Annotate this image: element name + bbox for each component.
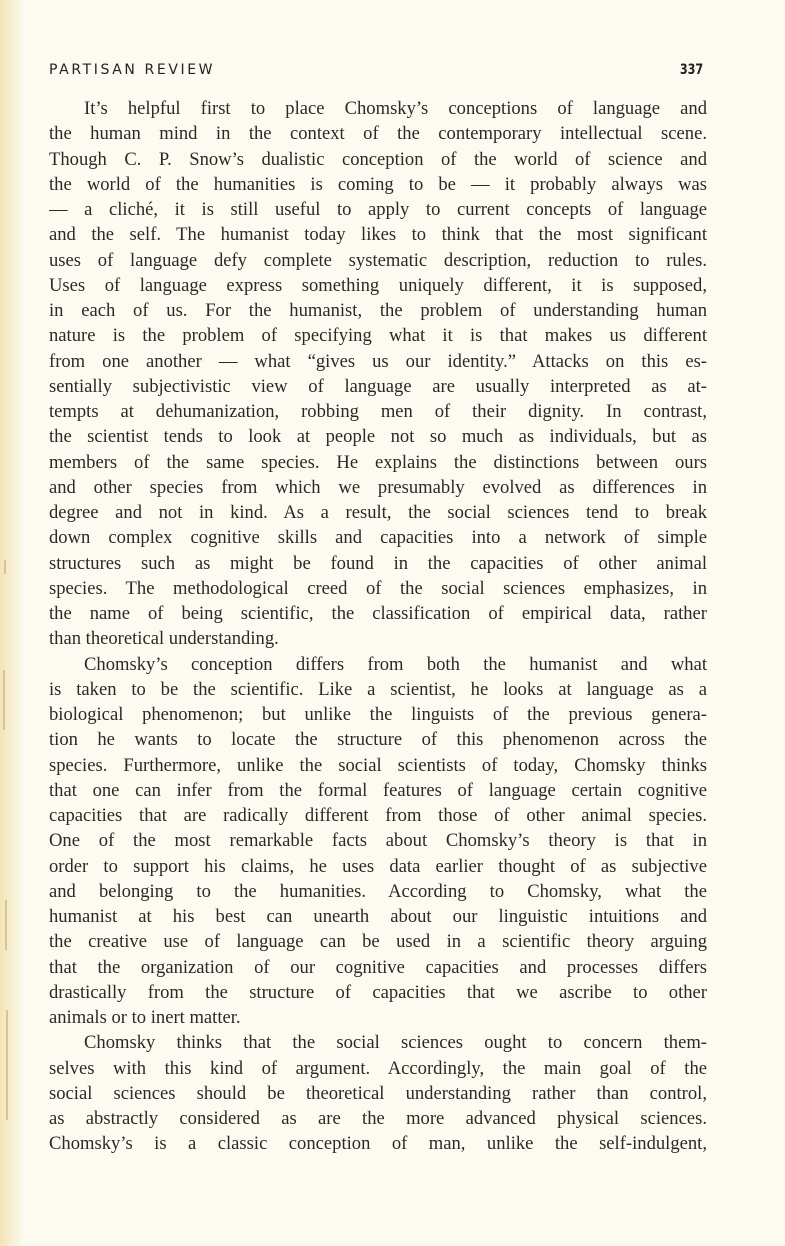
- text-line: species. The methodological creed of the social sciences emphasizes, in: [49, 577, 707, 599]
- journal-title: PARTISAN REVIEW: [49, 62, 216, 78]
- text-line: the name of being scientific, the classification of empirical data, rather: [49, 603, 707, 624]
- text-line: and other species from which we presumably evolved as differences in: [49, 476, 707, 498]
- text-line: nature is the problem of specifying what it is that makes us different: [49, 325, 707, 347]
- text-line: species. Furthermore, unlike the social scientists of today, Chomsky thinks: [49, 754, 707, 776]
- text-line: than theoretical understanding.: [49, 628, 279, 650]
- text-line: social sciences should be theoretical understanding rather than control,: [49, 1082, 707, 1104]
- paragraph-1: [49, 96, 707, 652]
- text-line: Chomsky’s conception differs from both the humanist and what: [84, 653, 707, 675]
- text-line: — a cliché, it is still useful to apply to current concepts of language: [49, 199, 707, 220]
- page-number: 337: [679, 62, 703, 78]
- gutter-mark: [3, 670, 5, 730]
- text-line: and the self. The humanist today likes to think that the most significant: [49, 224, 707, 246]
- text-line: members of the same species. He explains the distinctions between ours: [49, 451, 707, 473]
- text-line: the creative use of language can be used in a scientific theory arguing: [49, 931, 707, 953]
- text-line: animals or to inert matter.: [49, 1007, 241, 1028]
- text-line: Though C. P. Snow’s dualistic conception of the world of science and: [49, 148, 707, 170]
- text-line: biological phenomenon; but unlike the linguists of the previous genera-: [49, 704, 707, 725]
- body-text: [49, 96, 707, 1157]
- text-line: that one can infer from the formal features of language certain cognitive: [49, 779, 707, 801]
- text-line: order to support his claims, he uses data earlier thought of as subjective: [49, 855, 707, 877]
- text-line: that the organization of our cognitive capacities and processes differs: [49, 956, 707, 978]
- text-line: selves with this kind of argument. Accordingly, the main goal of the: [49, 1057, 707, 1079]
- gutter-mark: [6, 1010, 8, 1120]
- text-line: It’s helpful first to place Chomsky’s conceptions of language and: [84, 98, 707, 119]
- paragraph-3: [49, 1030, 707, 1156]
- text-line: uses of language defy complete systematic description, reduction to rules.: [49, 249, 707, 271]
- text-line: the scientist tends to look at people not so much as individuals, but as: [49, 426, 707, 448]
- paragraph-2: [49, 652, 707, 1031]
- text-line: down complex cognitive skills and capacities into a network of simple: [49, 527, 707, 549]
- text-line: Chomsky’s is a classic conception of man, unlike the self-indulgent,: [49, 1133, 707, 1155]
- text-line: and belonging to the humanities. According to Chomsky, what the: [49, 880, 707, 902]
- text-line: in each of us. For the humanist, the problem of understanding human: [49, 300, 707, 321]
- text-line: One of the most remarkable facts about Chomsky’s theory is that in: [49, 830, 707, 852]
- text-line: the world of the humanities is coming to be — it probably always was: [49, 173, 707, 195]
- running-head: [49, 62, 707, 82]
- text-line: is taken to be the scientific. Like a scientist, he looks at language as a: [49, 678, 707, 700]
- text-line: drastically from the structure of capacities that we ascribe to other: [49, 981, 707, 1003]
- text-line: from one another — what “gives us our identity.” Attacks on this es-: [49, 350, 707, 372]
- text-line: degree and not in kind. As a result, the social sciences tend to break: [49, 502, 707, 523]
- gutter-mark: [5, 900, 7, 950]
- page-gutter-shadow: [0, 0, 22, 1246]
- text-line: tion he wants to locate the structure of this phenomenon across the: [49, 729, 707, 751]
- text-line: sentially subjectivistic view of language are usually interpreted as at-: [49, 375, 707, 397]
- text-line: capacities that are radically different from those of other animal species.: [49, 805, 707, 826]
- text-line: as abstractly considered as are the more advanced physical sciences.: [49, 1108, 707, 1129]
- text-line: the human mind in the context of the contemporary intellectual scene.: [49, 123, 707, 145]
- text-line: humanist at his best can unearth about our linguistic intuitions and: [49, 906, 707, 927]
- text-line: tempts at dehumanization, robbing men of their dignity. In contrast,: [49, 401, 707, 422]
- text-line: Uses of language express something uniquely different, it is supposed,: [49, 274, 707, 296]
- text-line: structures such as might be found in the capacities of other animal: [49, 552, 707, 574]
- gutter-mark: [4, 560, 6, 574]
- text-line: Chomsky thinks that the social sciences ought to concern them-: [84, 1032, 707, 1054]
